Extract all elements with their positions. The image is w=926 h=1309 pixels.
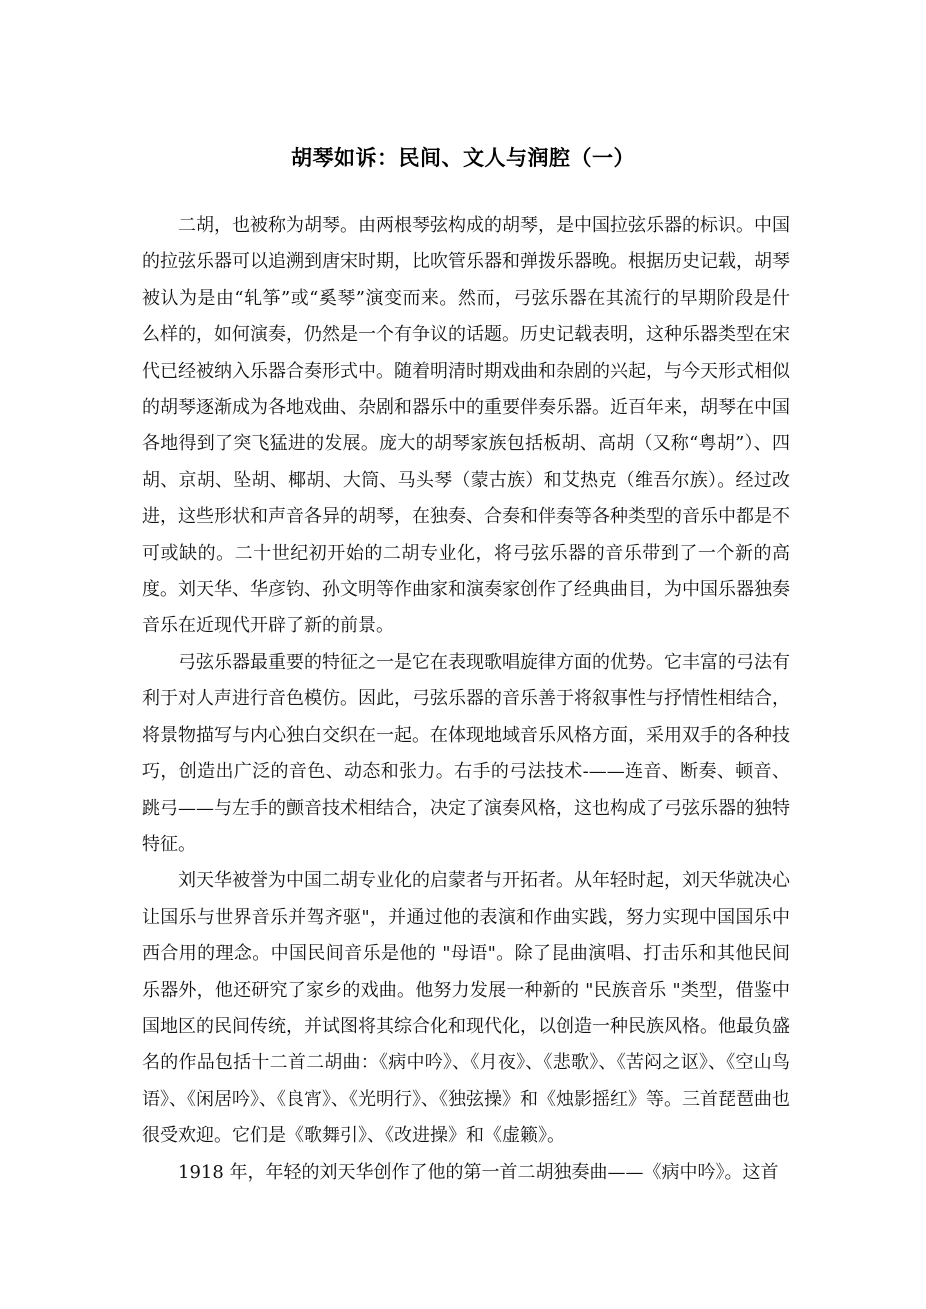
paragraph-liu-tianhua: 刘天华被誉为中国二胡专业化的启蒙者与开拓者。从年轻时起，刘天华就决心 让国乐与世界音乐并驾齐驱"，并通过他的表演和作曲实践，努力实现中国国乐中西合用的理念。中国民间音乐是他的 "母语"。除了昆曲演唱、打击乐和其他民间乐器外，他还研究了家乡的戏曲。他努力发展一种新的 "民族音乐 "类型，借鉴中国地区的民间传统，并试图将其综合化和现代化，以创造一种民族风格。他最负盛名的作品包括十二首二胡曲：《病中吟》、《月夜》、《悲歌》、《苦闷之讴》、《空山鸟语》、《闲居吟》、《良宵》、《光明行》、《独弦操》和《烛影摇红》等。三首琵琶曲也很受欢迎。它们是《歌舞引》、《改进操》和《虚籁》。 (142, 870, 790, 1147)
document-title: 胡琴如诉：民间、文人与润腔（一） (291, 146, 635, 170)
paragraph-1918: 1918 年，年轻的刘天华创作了他的第一首二胡独奏曲——《病中吟》。这首 (178, 1161, 779, 1183)
document-body (142, 208, 790, 1191)
paragraph-erhu-intro: 二胡，也被称为胡琴。由两根琴弦构成的胡琴，是中国拉弦乐器的标识。中国的拉弦乐器可以追溯到唐宋时期，比吹管乐器和弹拨乐器晚。根据历史记载，胡琴被认为是由“轧筝”或“奚琴”演变而来。然而，弓弦乐器在其流行的早期阶段是什么样的，如何演奏，仍然是一个有争议的话题。历史记载表明，这种乐器类型在宋代已经被纳入乐器合奏形式中。随着明清时期戏曲和杂剧的兴起，与今天形式相似的胡琴逐渐成为各地戏曲、杂剧和器乐中的重要伴奏乐器。近百年来，胡琴在中国各地得到了突飞猛进的发展。庞大的胡琴家族包括板胡、高胡（又称“粤胡”）、四胡、京胡、坠胡、椰胡、大筒、马头琴（蒙古族）和艾热克（维吾尔族）。经过改进，这些形状和声音各异的胡琴，在独奏、合奏和伴奏等各种类型的音乐中都是不可或缺的。二十世纪初开始的二胡专业化，将弓弦乐器的音乐带到了一个新的高度。刘天华、华彦钧、孙文明等作曲家和演奏家创作了经典曲目，为中国乐器独奏音乐在近现代开辟了新的前景。 (142, 215, 790, 637)
paragraph-bowed-features: 弓弦乐器最重要的特征之一是它在表现歌唱旋律方面的优势。它丰富的弓法有利于对人声进行音色模仿。因此，弓弦乐器的音乐善于将叙事性与抒情性相结合，将景物描写与内心独白交织在一起。在体现地域音乐风格方面，采用双手的各种技巧，创造出广泛的音色、动态和张力。右手的弓法技术-——连音、断奏、顿音、跳弓——与左手的颤音技术相结合，决定了演奏风格，这也构成了弓弦乐器的独特特征。 (142, 651, 790, 855)
